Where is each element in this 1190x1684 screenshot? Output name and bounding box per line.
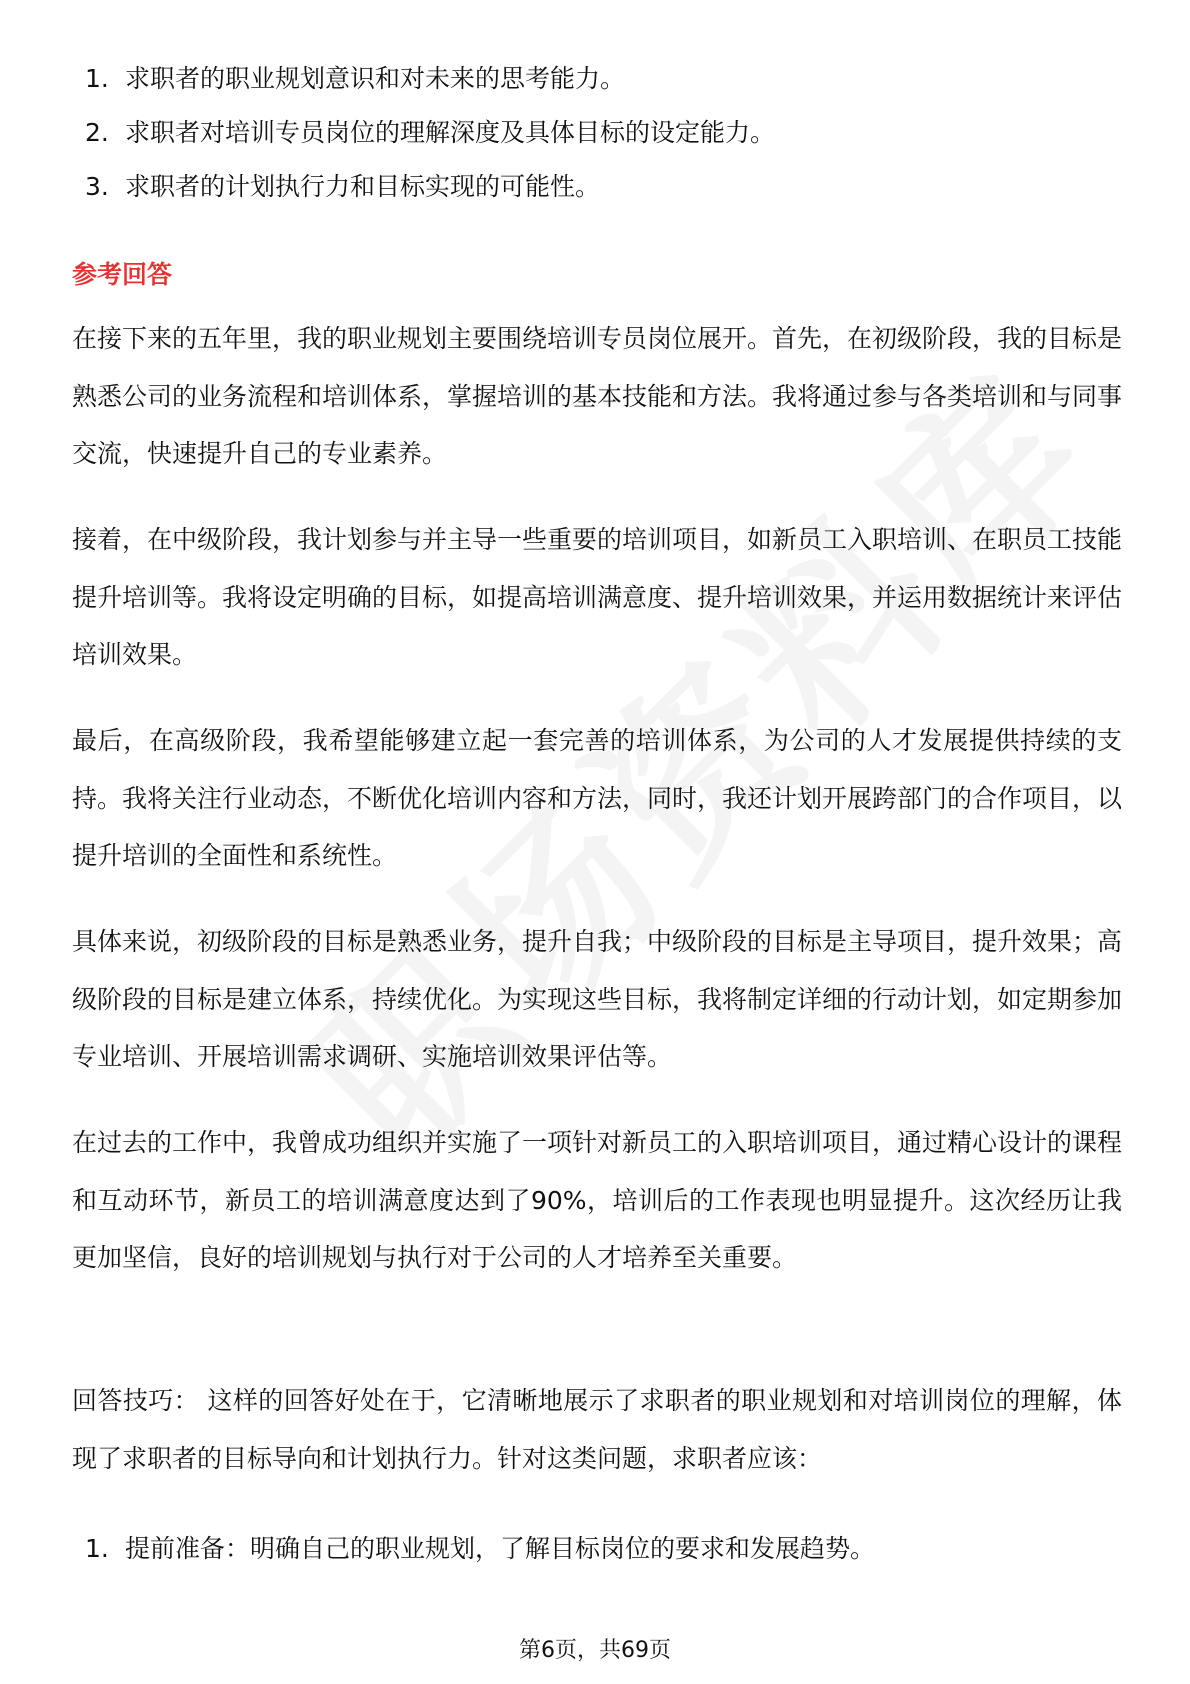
list-item	[85, 116, 775, 150]
paragraph: 最后，在高级阶段，我希望能够建立起一套完善的培训体系，为公司的人才发展提供持续的支持。我将关注行业动态，不断优化培训内容和方法，同时，我还计划开展跨部门的合作项目，以提升培训的全面性和系统性。	[72, 726, 1123, 870]
paragraph: 具体来说，初级阶段的目标是熟悉业务，提升自我；中级阶段的目标是主导项目，提升效果；高级阶段的目标是建立体系，持续优化。为实现这些目标，我将制定详细的行动计划，如定期参加专业培训、开展培训需求调研、实施培训效果评估等。	[72, 927, 1123, 1071]
list-number: 1.	[85, 1534, 109, 1563]
list-item	[85, 170, 600, 204]
paragraph: 在接下来的五年里，我的职业规划主要围绕培训专员岗位展开。首先，在初级阶段，我的目标是熟悉公司的业务流程和培训体系，掌握培训的基本技能和方法。我将通过参与各类培训和与同事交流，快速提升自己的专业素养。	[72, 324, 1123, 468]
list-number: 1.	[85, 64, 109, 93]
list-item-text: 求职者的职业规划意识和对未来的思考能力。	[125, 64, 626, 93]
list-number: 3.	[85, 172, 109, 201]
page-footer: 第6页，共69页	[519, 1638, 671, 1663]
list-item-text: 提前准备：明确自己的职业规划，了解目标岗位的要求和发展趋势。	[125, 1534, 876, 1563]
section-heading: 参考回答	[72, 260, 173, 289]
list-item	[85, 62, 625, 96]
paragraph: 接着，在中级阶段，我计划参与并主导一些重要的培训项目，如新员工入职培训、在职员工技能提升培训等。我将设定明确的目标，如提高培训满意度、提升培训效果，并运用数据统计来评估培训效果。	[72, 525, 1123, 669]
list-item-text: 求职者的计划执行力和目标实现的可能性。	[125, 172, 601, 201]
list-number: 2.	[85, 118, 109, 147]
list-item-text: 求职者对培训专员岗位的理解深度及具体目标的设定能力。	[125, 118, 776, 147]
list-item	[85, 1532, 875, 1566]
answer-tips-paragraph: 回答技巧： 这样的回答好处在于，它清晰地展示了求职者的职业规划和对培训岗位的理解，体现了求职者的目标导向和计划执行力。针对这类问题，求职者应该：	[72, 1386, 1122, 1473]
paragraph: 在过去的工作中，我曾成功组织并实施了一项针对新员工的入职培训项目，通过精心设计的课程和互动环节，新员工的培训满意度达到了90%，培训后的工作表现也明显提升。这次经历让我更加坚信，良好的培训规划与执行对于公司的人才培养至关重要。	[72, 1128, 1123, 1272]
